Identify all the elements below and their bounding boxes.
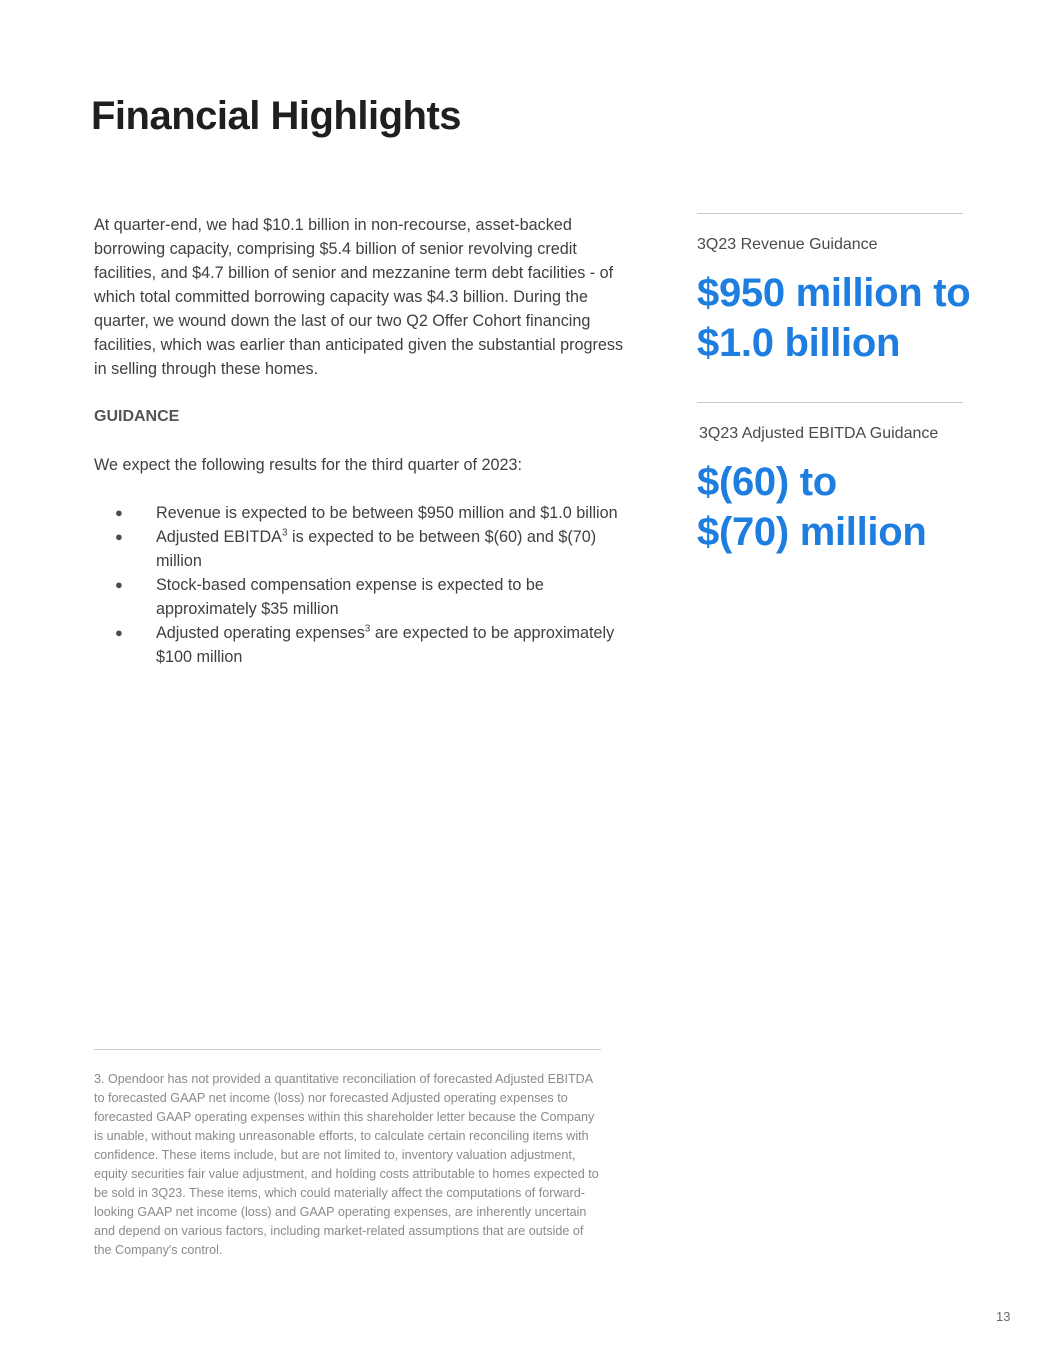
revenue-guidance-value-line: $1.0 billion: [697, 321, 901, 365]
guidance-list: [94, 501, 634, 669]
bullet-icon: ●: [115, 625, 123, 640]
divider: [697, 402, 963, 403]
guidance-item-text: Revenue is expected to be between $950 million and $1.0 billion: [156, 504, 618, 522]
bullet-icon: ●: [115, 577, 123, 592]
guidance-item-adjusted-ebitda: [94, 525, 634, 573]
main-content: [94, 213, 634, 669]
bullet-icon: ●: [115, 529, 123, 544]
ebitda-guidance-label: 3Q23 Adjusted EBITDA Guidance: [699, 425, 939, 442]
footnote-text: 3. Opendoor has not provided a quantitative reconciliation of forecasted Adjusted EBITDA to forecasted GAAP net income (loss) nor forecasted Adjusted operating expenses to forecasted GAAP operating expenses within this shareholder letter because the Company is unable, without making unreasonable efforts, to calculate certain reconciling items with confidence. These items include, but are not limited to, inventory valuation adjustment, equity securities fair value adjustment, and holding costs attributable to homes expected to be sold in 3Q23. These items, which could materially affect the computations of forward-looking GAAP net income (loss) and GAAP operating expenses, are inherently uncertain and depend on various factors, including market-related assumptions that are outside of the Company's control.: [94, 1072, 599, 1257]
guidance-item-revenue: [94, 501, 634, 525]
footnote-reference: 3: [364, 623, 371, 635]
borrowing-capacity-paragraph: At quarter-end, we had $10.1 billion in non-recourse, asset-backed borrowing capacity, comprising $5.4 billion of senior revolving credit facilities, and $4.7 billion of senior and mezzanine term debt facilities - of which total committed borrowing capacity was $4.3 billion. During the quarter, we wound down the last of our two Q2 Offer Cohort financing facilities, which was earlier than anticipated given the substantial progress in selling through these homes.: [94, 216, 624, 378]
guidance-item-text: Stock-based compensation expense is expected to be approximately $35 million: [156, 576, 544, 618]
footnote-divider: [94, 1049, 601, 1050]
revenue-guidance-value: [697, 268, 997, 368]
page-number: 13: [996, 1309, 1011, 1324]
guidance-sidebar: [697, 213, 997, 557]
revenue-guidance-value-line: $950 million to: [697, 271, 971, 315]
page-title: Financial Highlights: [91, 94, 462, 138]
ebitda-guidance-value-line: $(60) to: [697, 460, 837, 504]
bullet-icon: ●: [115, 505, 123, 520]
revenue-guidance-label: 3Q23 Revenue Guidance: [697, 236, 878, 253]
guidance-item-text: Adjusted operating expenses: [156, 624, 365, 642]
guidance-item-text-continued: is expected to be between $(60) and $(70) million: [156, 528, 597, 570]
divider: [697, 213, 963, 214]
footnote-reference: 3: [281, 527, 288, 539]
ebitda-guidance-value-line: $(70) million: [697, 510, 927, 554]
guidance-heading: GUIDANCE: [94, 408, 180, 425]
guidance-intro: We expect the following results for the third quarter of 2023:: [94, 456, 523, 474]
guidance-item-text-continued: are expected to be approximately $100 million: [156, 624, 615, 666]
guidance-item-stock-compensation: [94, 573, 634, 621]
guidance-item-text: Adjusted EBITDA: [156, 528, 282, 546]
guidance-item-operating-expenses: [94, 621, 634, 669]
ebitda-guidance-value: [697, 457, 997, 557]
